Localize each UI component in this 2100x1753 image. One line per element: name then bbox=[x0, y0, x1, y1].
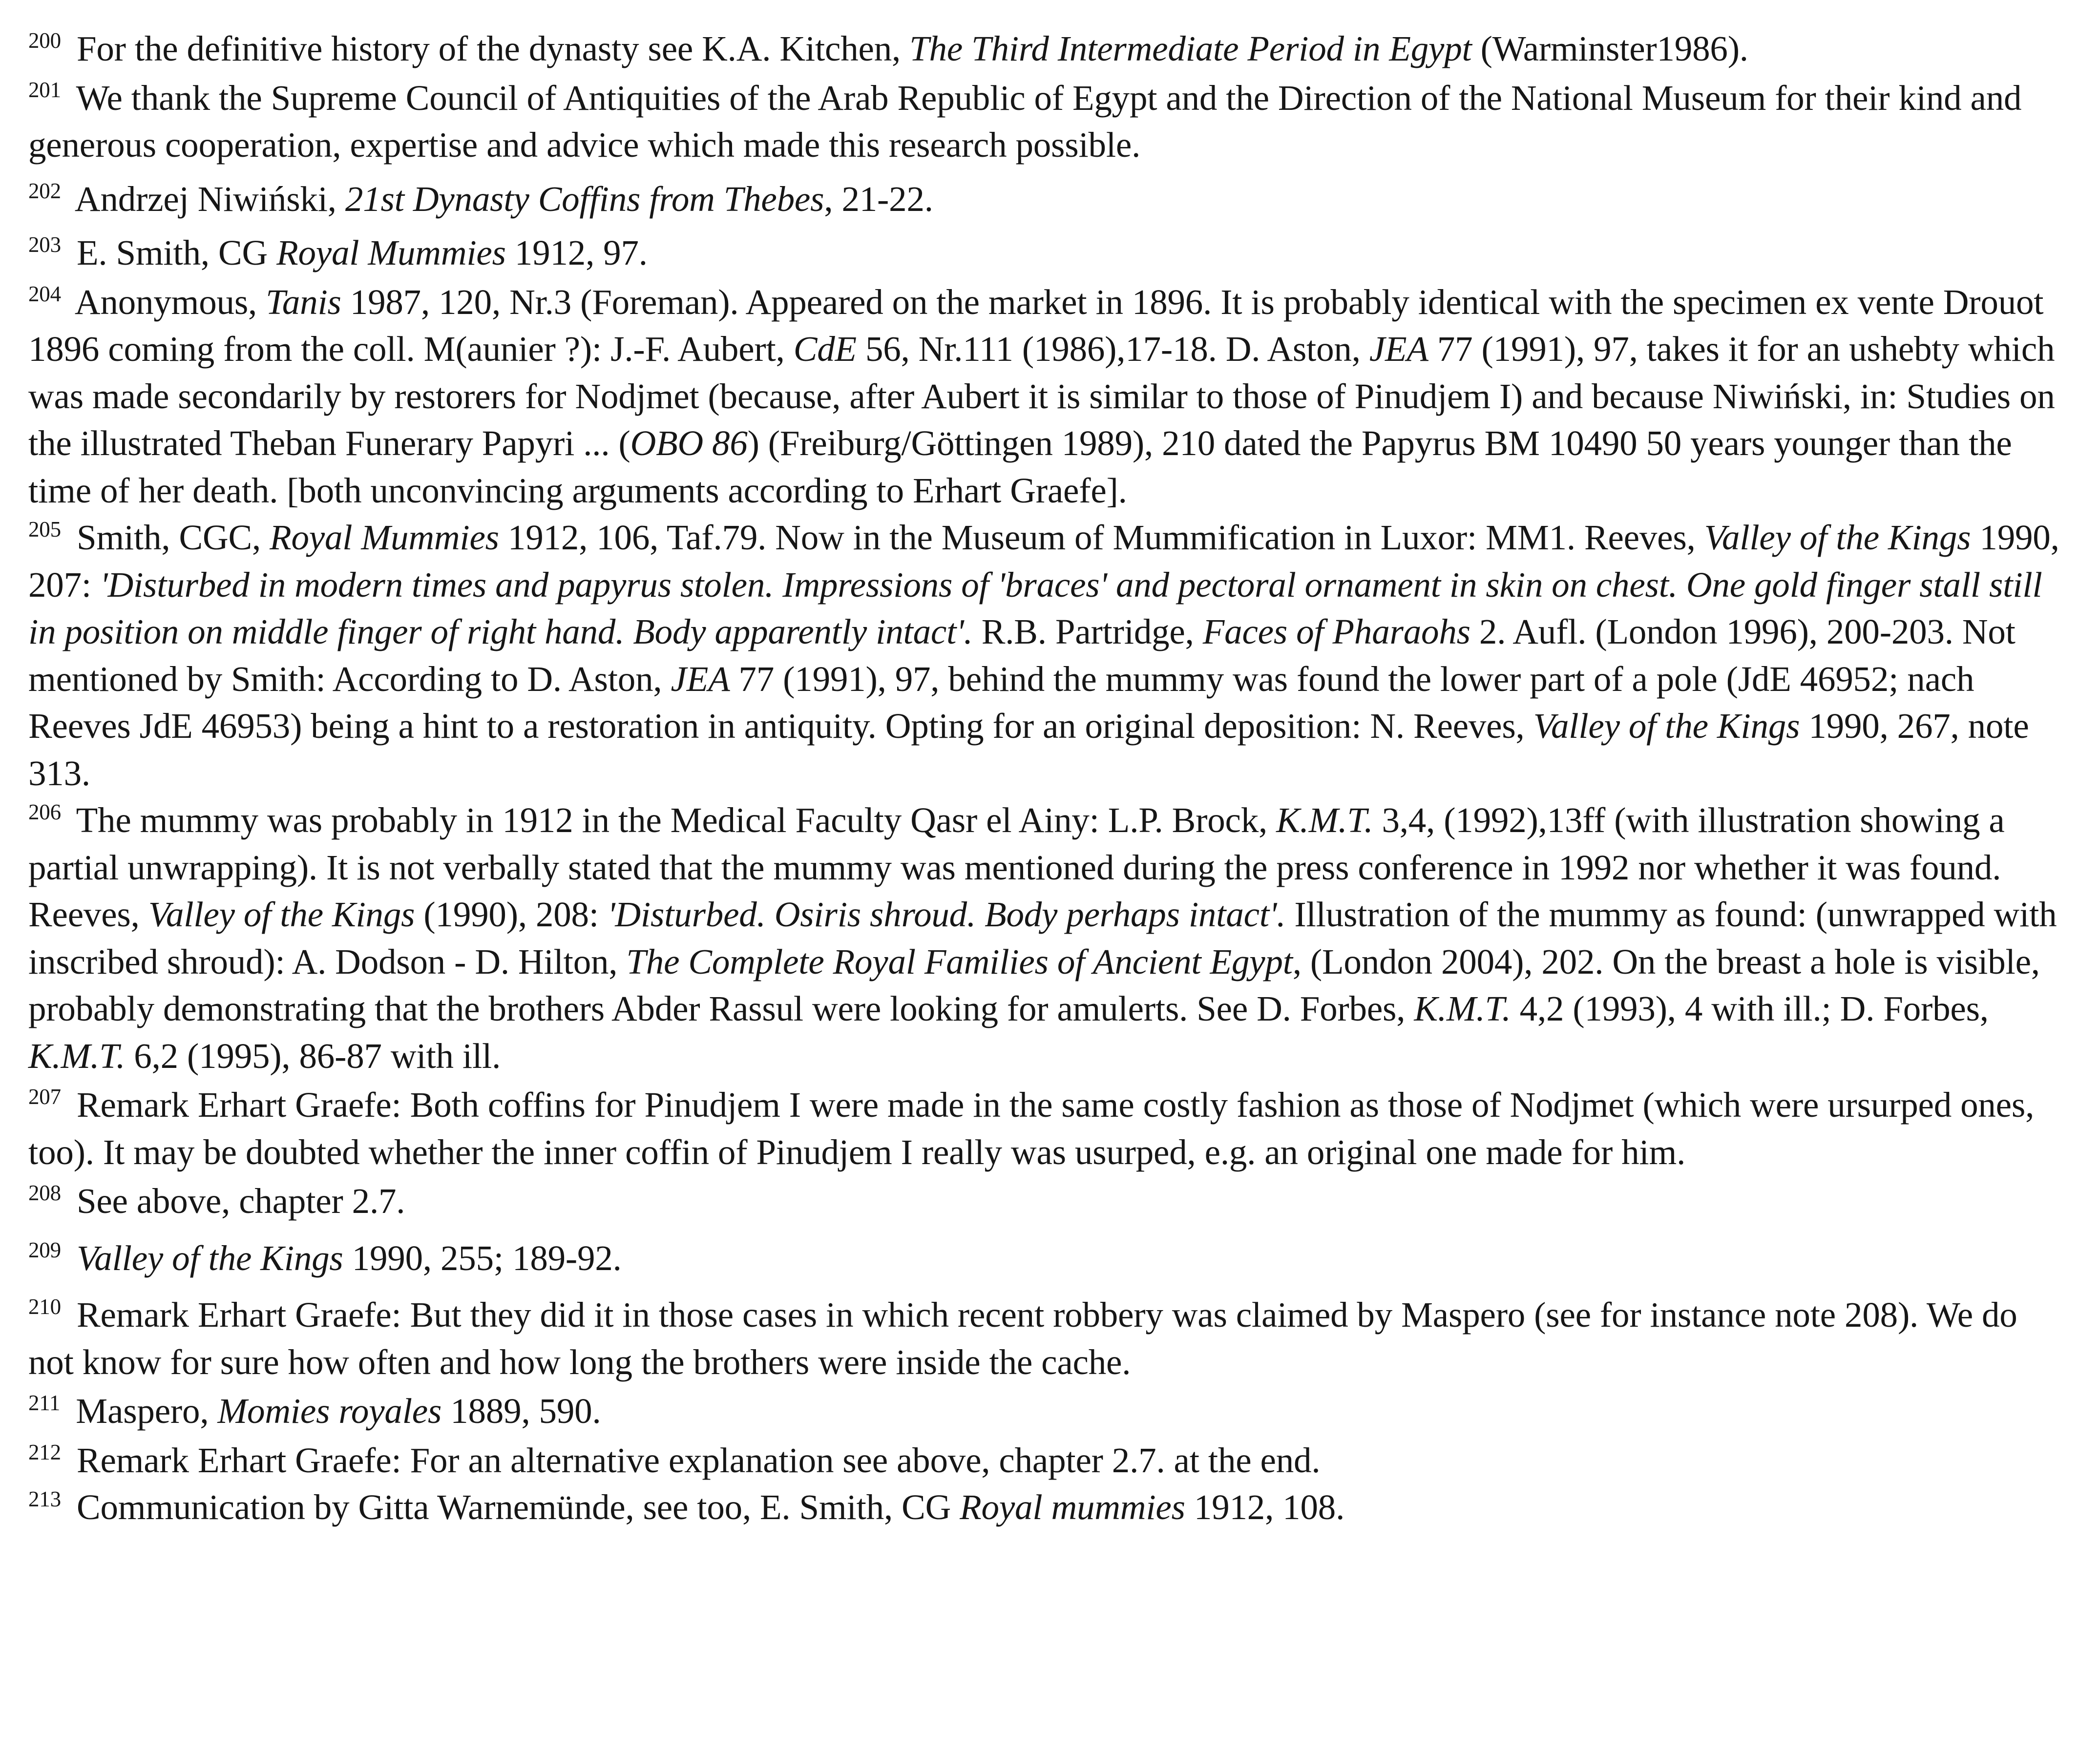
footnote-text: Maspero, bbox=[67, 1391, 218, 1431]
footnote-italic-text: Royal mummies bbox=[960, 1487, 1185, 1527]
footnote-text: R.B. Partridge, bbox=[972, 612, 1203, 651]
footnote-text: 1990, 207: bbox=[28, 518, 2059, 605]
footnote-text: 77 (1991), 97, behind the mummy was found the lower part of a pole (JdE 46952; nach Reeves JdE 46953) being a hint to a restoration in antiquity. Opting for an original deposition: N. Reeves, bbox=[28, 659, 1974, 746]
footnote-203 bbox=[28, 230, 2070, 277]
footnote-text: 4,2 (1993), 4 with ill.; D. Forbes, bbox=[1511, 989, 1989, 1028]
footnote-text: 1990, 267, note 313. bbox=[28, 706, 2029, 793]
footnote-text: 2. Aufl. (London 1996), 200-203. Not mentioned by Smith: According to D. Aston, bbox=[28, 612, 2016, 699]
footnote-number: 205 bbox=[28, 517, 61, 542]
footnote-number: 201 bbox=[28, 77, 61, 102]
footnote-number: 213 bbox=[28, 1487, 61, 1511]
footnote-211 bbox=[28, 1388, 2070, 1435]
footnote-text: 1912, 106, Taf.79. Now in the Museum of Mummification in Luxor: MM1. Reeves, bbox=[499, 518, 1704, 557]
footnote-text: 6,2 (1995), 86-87 with ill. bbox=[125, 1036, 501, 1076]
footnote-italic-text: The Complete Royal Families of Ancient Egypt bbox=[626, 941, 1293, 981]
footnote-number: 211 bbox=[28, 1391, 61, 1415]
footnote-number: 204 bbox=[28, 281, 61, 306]
footnote-text: Smith, CGC, bbox=[67, 518, 270, 557]
footnote-text: 1912, 108. bbox=[1185, 1487, 1345, 1527]
footnote-italic-text: Momies royales bbox=[217, 1391, 442, 1431]
footnote-text: 1990, 255; 189-92. bbox=[343, 1238, 622, 1278]
footnote-number: 212 bbox=[28, 1440, 61, 1464]
footnote-text: 56, Nr.111 (1986),17-18. D. Aston, bbox=[856, 329, 1369, 369]
footnote-text: , (London 2004), 202. On the breast a hole is visible, probably demonstrating that the brothers Abder Rassul were looking for amulerts. See D. Forbes, bbox=[28, 941, 2040, 1028]
footnote-number: 207 bbox=[28, 1085, 61, 1109]
footnote-text: Anonymous, bbox=[67, 282, 266, 322]
footnote-italic-text: Royal Mummies bbox=[276, 233, 506, 272]
footnote-text: E. Smith, CG bbox=[67, 233, 277, 272]
footnote-text: 1987, 120, Nr.3 (Foreman). Appeared on the market in 1896. It is probably identical with the specimen ex vente Drouot 1896 coming from the coll. M(aunier ?): J.-F. Aubert, bbox=[28, 282, 2044, 369]
footnote-italic-text: The Third Intermediate Period in Egypt bbox=[909, 29, 1472, 68]
footnote-209 bbox=[28, 1235, 2070, 1282]
footnote-text: 77 (1991), 97, takes it for an ushebty which was made secondarily by restorers for Nodjmet (because, after Aubert it is similar to those of Pinudjem I) and because Niwiński, in: Studies on the illustrated Theban Funerary Papyri ... ( bbox=[28, 329, 2055, 463]
footnote-text: Remark Erhart Graefe: Both coffins for Pinudjem I were made in the same costly fashion as those of Nodjmet (which were ursurped ones, too). It may be doubted whether the inner coffin of Pinudjem I really was usurped, e.g. an original one made for him. bbox=[28, 1085, 2035, 1172]
footnote-text: 1889, 590. bbox=[441, 1391, 601, 1431]
footnote-201 bbox=[28, 75, 2070, 169]
footnote-200 bbox=[28, 25, 2070, 73]
footnote-number: 206 bbox=[28, 800, 61, 824]
footnote-text: Illustration of the mummy as found: (unwrapped with inscribed shroud): A. Dodson - D. Hilton, bbox=[28, 895, 2057, 981]
footnote-italic-text: OBO 86 bbox=[630, 423, 748, 463]
footnote-italic-text: Valley of the Kings bbox=[1533, 706, 1800, 746]
footnote-212 bbox=[28, 1437, 2070, 1484]
footnote-206 bbox=[28, 797, 2070, 1080]
footnote-text: We thank the Supreme Council of Antiquities of the Arab Republic of Egypt and the Direction of the National Museum for their kind and generous cooperation, expertise and advice which made this research possible. bbox=[28, 78, 2022, 165]
footnote-italic-text: K.M.T. bbox=[1414, 989, 1511, 1028]
footnote-207 bbox=[28, 1082, 2070, 1176]
footnote-italic-text: Tanis bbox=[266, 282, 341, 322]
footnote-text: (Warminster1986). bbox=[1471, 29, 1748, 68]
footnote-text: The mummy was probably in 1912 in the Medical Faculty Qasr el Ainy: L.P. Brock, bbox=[67, 800, 1277, 840]
footnote-text: Communication by Gitta Warnemünde, see too, E. Smith, CG bbox=[67, 1487, 960, 1527]
footnote-number: 208 bbox=[28, 1181, 61, 1205]
footnote-italic-text: Royal Mummies bbox=[270, 518, 499, 557]
footnote-text: (1990), 208: bbox=[415, 895, 608, 934]
footnote-number: 200 bbox=[28, 28, 61, 53]
footnote-202 bbox=[28, 176, 2070, 223]
footnote-204 bbox=[28, 279, 2070, 515]
footnote-213 bbox=[28, 1484, 2070, 1531]
footnote-italic-text: CdE bbox=[793, 329, 857, 369]
footnote-text: 1912, 97. bbox=[505, 233, 648, 272]
footnote-list bbox=[28, 25, 2070, 1531]
footnote-italic-text: 21st Dynasty Coffins from Thebes bbox=[345, 179, 824, 219]
footnote-text: See above, chapter 2.7. bbox=[67, 1181, 405, 1221]
footnote-text: Remark Erhart Graefe: For an alternative explanation see above, chapter 2.7. at the end. bbox=[67, 1440, 1321, 1480]
footnote-205 bbox=[28, 514, 2070, 797]
footnote-text: , 21-22. bbox=[824, 179, 933, 219]
footnote-italic-text: K.M.T. bbox=[28, 1036, 126, 1076]
footnote-text: 3,4, (1992),13ff (with illustration showing a partial unwrapping). It is not verbally stated that the mummy was mentioned during the press conference in 1992 nor whether it was found. Reeves, bbox=[28, 800, 2005, 934]
footnote-number: 210 bbox=[28, 1294, 61, 1319]
footnote-number: 202 bbox=[28, 178, 61, 203]
footnote-italic-text: Faces of Pharaohs bbox=[1202, 612, 1470, 651]
footnote-italic-text: JEA bbox=[1369, 329, 1428, 369]
footnote-text: Andrzej Niwiński, bbox=[67, 179, 345, 219]
footnote-italic-text: Valley of the Kings bbox=[1704, 518, 1971, 557]
footnote-208 bbox=[28, 1178, 2070, 1225]
footnote-text bbox=[68, 1238, 77, 1278]
footnote-italic-text: JEA bbox=[671, 659, 730, 699]
footnote-text: Remark Erhart Graefe: But they did it in those cases in which recent robbery was claimed by Maspero (see for instance note 208). We do not know for sure how often and how long the brothers were inside the cache. bbox=[28, 1295, 2017, 1382]
footnote-number: 209 bbox=[28, 1237, 61, 1262]
footnote-text: ) (Freiburg/Göttingen 1989), 210 dated the Papyrus BM 10490 50 years younger than the time of her death. [both unconvincing arguments according to Erhart Graefe]. bbox=[28, 423, 2012, 510]
footnote-210 bbox=[28, 1292, 2070, 1386]
footnote-italic-text: 'Disturbed in modern times and papyrus stolen. Impressions of 'braces' and pectoral ornament in skin on chest. One gold finger stall still in position on middle finger of right hand. Body apparently intact'. bbox=[28, 564, 2042, 651]
footnote-number: 203 bbox=[28, 232, 61, 257]
footnote-italic-text: 'Disturbed. Osiris shroud. Body perhaps intact'. bbox=[607, 895, 1286, 934]
footnote-italic-text: K.M.T. bbox=[1276, 800, 1373, 840]
footnote-text: For the definitive history of the dynasty see K.A. Kitchen, bbox=[67, 29, 910, 68]
footnote-italic-text: Valley of the Kings bbox=[148, 895, 415, 934]
footnote-italic-text: Valley of the Kings bbox=[76, 1238, 343, 1278]
